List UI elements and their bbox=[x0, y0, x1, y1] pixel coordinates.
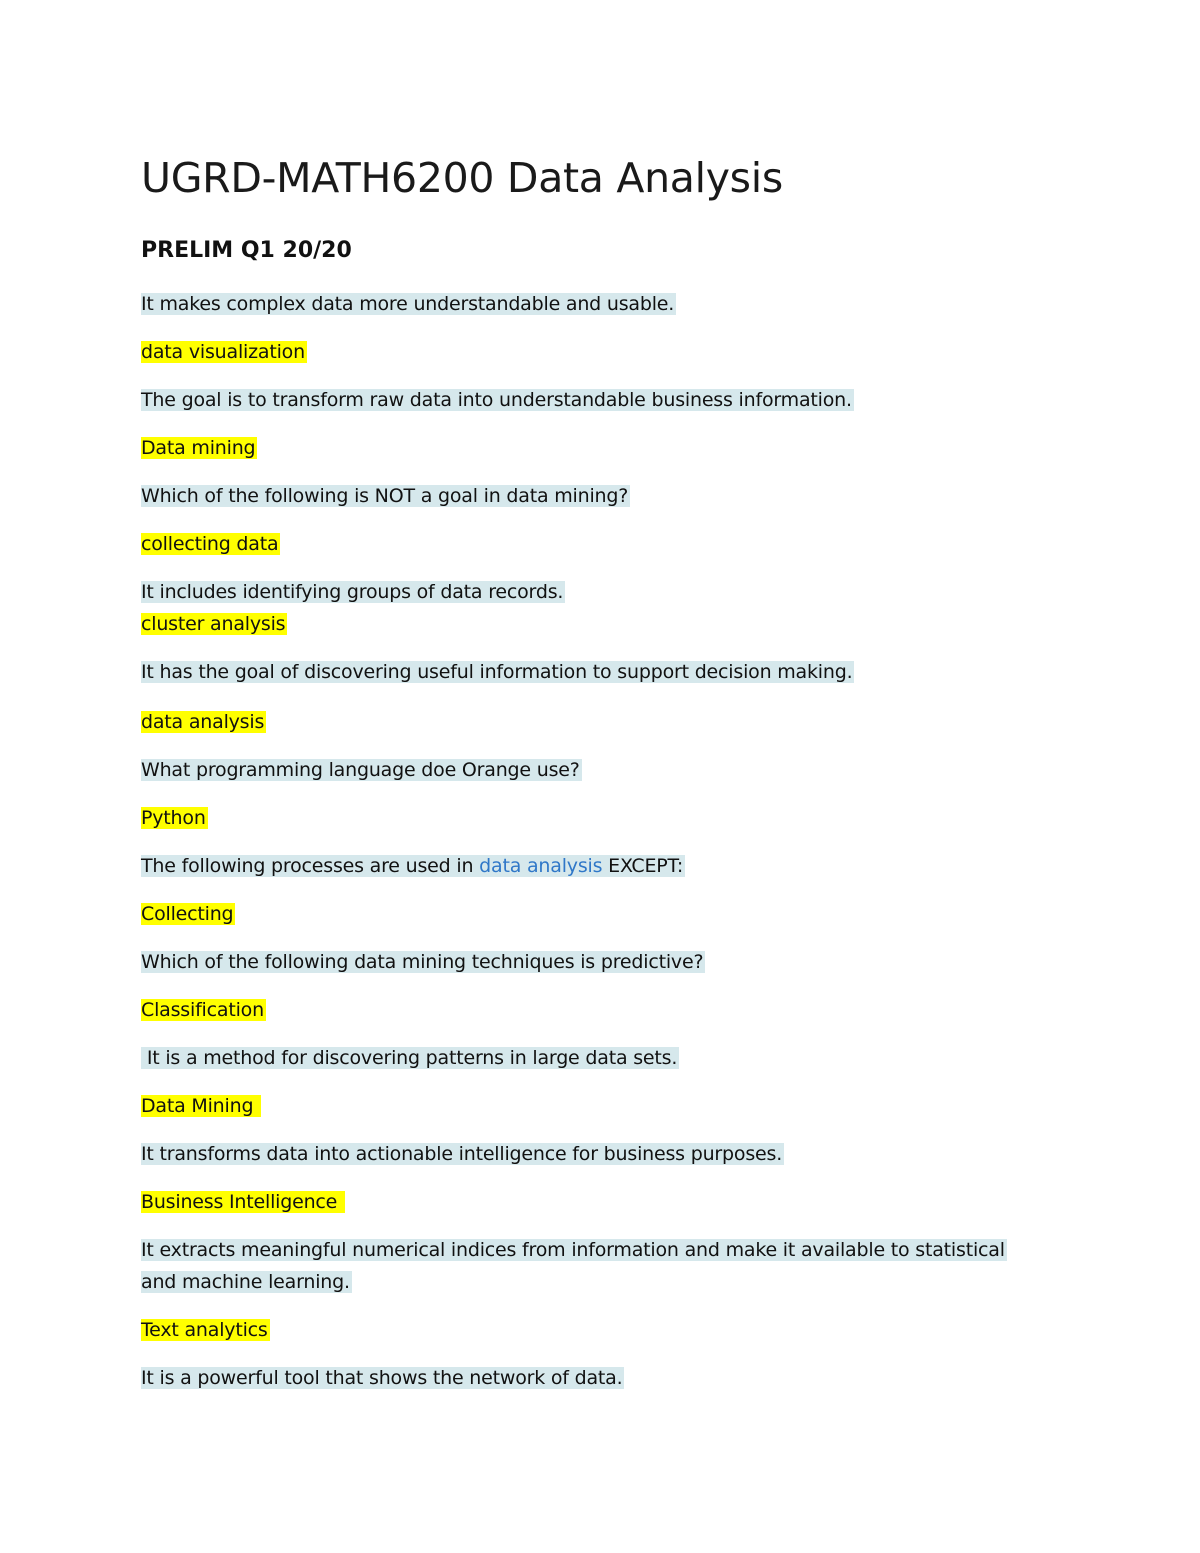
question-1 bbox=[141, 288, 676, 320]
question-11-text-line-2: and machine learning. bbox=[141, 1271, 350, 1293]
question-11-text-line-1: It extracts meaningful numerical indices from information and make it available to statistical bbox=[141, 1239, 1005, 1261]
question-10-text: It transforms data into actionable intelligence for business purposes. bbox=[141, 1143, 783, 1165]
answer-6-text: Python bbox=[141, 807, 206, 829]
answer-10-text: Business Intelligence bbox=[141, 1191, 344, 1213]
question-9 bbox=[141, 1042, 679, 1074]
answer-4 bbox=[141, 608, 287, 640]
question-2-text: The goal is to transform raw data into understandable business information. bbox=[141, 389, 852, 411]
answer-5-text: data analysis bbox=[141, 711, 265, 733]
answer-9 bbox=[141, 1090, 261, 1122]
answer-2 bbox=[141, 432, 257, 464]
answer-4-text: cluster analysis bbox=[141, 613, 286, 635]
answer-2-text: Data mining bbox=[141, 437, 256, 459]
question-4 bbox=[141, 576, 565, 608]
question-3-text: Which of the following is NOT a goal in data mining? bbox=[141, 485, 629, 507]
answer-11 bbox=[141, 1314, 270, 1346]
answer-5 bbox=[141, 706, 266, 738]
answer-3 bbox=[141, 528, 280, 560]
question-9-text: It is a method for discovering patterns in large data sets. bbox=[141, 1047, 678, 1069]
question-5 bbox=[141, 656, 854, 688]
question-1-text: It makes complex data more understandable and usable. bbox=[141, 293, 675, 315]
question-7-text-end: EXCEPT: bbox=[602, 855, 684, 877]
answer-10 bbox=[141, 1186, 345, 1218]
question-8 bbox=[141, 946, 705, 978]
answer-7 bbox=[141, 898, 235, 930]
question-5-text: It has the goal of discovering useful information to support decision making. bbox=[141, 661, 853, 683]
question-6-text: What programming language doe Orange use? bbox=[141, 759, 580, 781]
question-8-text: Which of the following data mining techniques is predictive? bbox=[141, 951, 704, 973]
answer-1-text: data visualization bbox=[141, 341, 305, 363]
question-7 bbox=[141, 850, 685, 882]
answer-8 bbox=[141, 994, 266, 1026]
question-11-line-1 bbox=[141, 1234, 1007, 1266]
question-4-text: It includes identifying groups of data records. bbox=[141, 581, 564, 603]
answer-1 bbox=[141, 336, 307, 368]
question-3 bbox=[141, 480, 630, 512]
answer-6 bbox=[141, 802, 208, 834]
answer-9-text: Data Mining bbox=[141, 1095, 260, 1117]
answer-11-text: Text analytics bbox=[141, 1319, 268, 1341]
question-11-line-2 bbox=[141, 1266, 352, 1298]
data-analysis-link[interactable]: data analysis bbox=[479, 855, 603, 877]
question-6 bbox=[141, 754, 582, 786]
answer-3-text: collecting data bbox=[141, 533, 279, 555]
question-7-text-start: The following processes are used in bbox=[141, 855, 480, 877]
question-2 bbox=[141, 384, 854, 416]
question-12 bbox=[141, 1362, 624, 1394]
answer-8-text: Classification bbox=[141, 999, 264, 1021]
question-7-text bbox=[141, 855, 685, 877]
question-10 bbox=[141, 1138, 784, 1170]
question-12-text: It is a powerful tool that shows the network of data. bbox=[141, 1367, 623, 1389]
answer-7-text: Collecting bbox=[141, 903, 234, 925]
section-heading: PRELIM Q1 20/20 bbox=[141, 238, 352, 263]
document-title: UGRD-MATH6200 Data Analysis bbox=[141, 154, 783, 202]
